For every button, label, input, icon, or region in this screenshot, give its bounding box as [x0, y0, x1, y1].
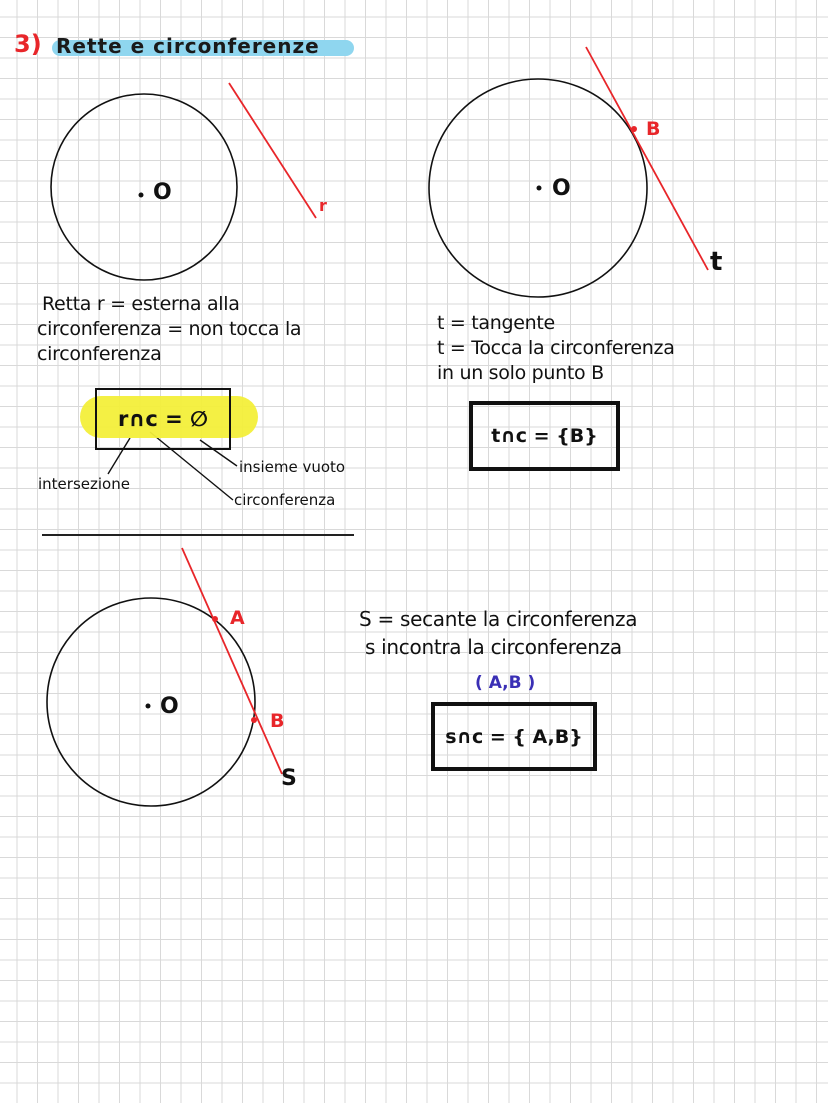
page-title: Rette e circonferenze — [56, 34, 320, 58]
fig1-desc-line3: circonferenza — [37, 343, 162, 365]
fig2-desc-line2: t = Tocca la circonferenza — [437, 337, 675, 359]
formula-3: s∩c = { A,B} — [445, 725, 583, 748]
separator-line — [42, 534, 354, 536]
line-r-label: r — [319, 196, 327, 215]
fig2-desc-line1: t = tangente — [437, 312, 555, 334]
line-t — [586, 47, 708, 270]
points-note: ( A,B ) — [475, 673, 536, 693]
center-dot-3 — [146, 704, 151, 709]
center-label-3: O — [160, 694, 179, 719]
point-a-label: A — [230, 607, 245, 629]
center-dot-1 — [139, 193, 144, 198]
formula-box-1 — [95, 388, 231, 450]
annot-empty-set: insieme vuoto — [239, 458, 346, 476]
annot-intersection: intersezione — [38, 475, 130, 493]
point-b-label-2: B — [646, 118, 661, 140]
fig1-desc-line2: circonferenza = non tocca la — [37, 318, 302, 340]
point-b-label-3: B — [270, 710, 285, 732]
formula-1: r∩c = ∅ — [117, 407, 209, 431]
line-r — [229, 83, 316, 218]
center-dot-2 — [537, 186, 542, 191]
circle-3 — [47, 598, 255, 806]
formula-box-3 — [431, 702, 597, 771]
fig1-desc-line1: Retta r = esterna alla — [42, 293, 240, 315]
center-label-2: O — [552, 176, 571, 201]
point-b-dot-2 — [631, 126, 637, 132]
fig3-desc-line2: s incontra la circonferenza — [365, 635, 622, 659]
point-b-dot-3 — [251, 717, 257, 723]
fig3-desc-line1: S = secante la circonferenza — [359, 607, 638, 631]
point-a-dot — [212, 616, 218, 622]
circle-1 — [51, 94, 237, 280]
line-s — [182, 548, 285, 774]
line-t-label: t — [710, 247, 723, 277]
center-label-1: O — [153, 180, 172, 205]
annot-circle: circonferenza — [234, 491, 336, 509]
fig2-desc-line3: in un solo punto B — [437, 362, 604, 384]
line-s-label: S — [281, 766, 297, 791]
formula-box-2 — [469, 401, 620, 471]
section-number: 3) — [14, 30, 42, 58]
formula-2: t∩c = {B} — [491, 425, 598, 447]
